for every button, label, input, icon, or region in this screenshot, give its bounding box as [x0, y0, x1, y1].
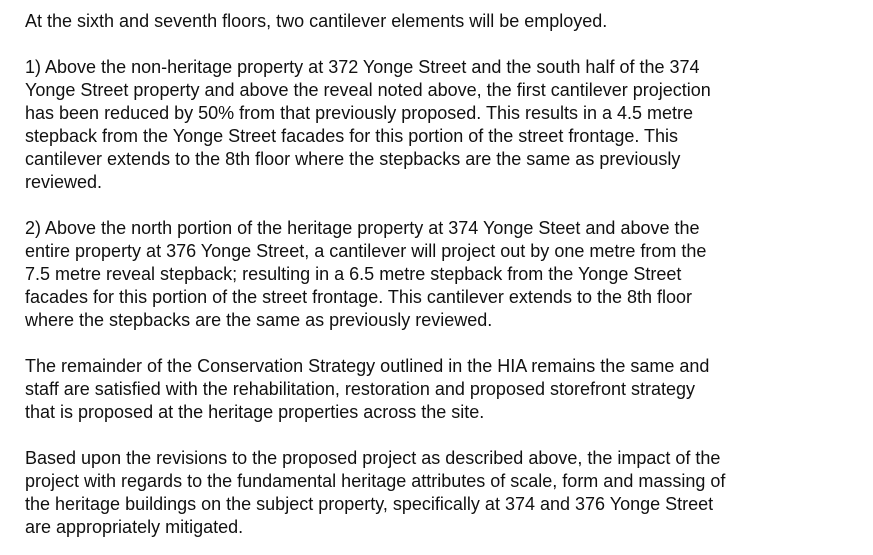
- text-line: 7.5 metre reveal stepback; resulting in a 6.5 metre stepback from the Yonge Street: [25, 264, 682, 284]
- text-line: entire property at 376 Yonge Street, a cantilever will project out by one metre from the: [25, 241, 707, 261]
- text-line: that is proposed at the heritage properties across the site.: [25, 402, 485, 422]
- text-line: 1) Above the non-heritage property at 372 Yonge Street and the south half of the 374: [25, 57, 700, 77]
- text-line: The remainder of the Conservation Strategy outlined in the HIA remains the same and: [25, 356, 710, 376]
- text-line: stepback from the Yonge Street facades for this portion of the street frontage. This: [25, 126, 679, 146]
- paragraph-cantilever-2: [25, 217, 865, 332]
- text-line: reviewed.: [25, 172, 103, 192]
- text-line: the heritage buildings on the subject property, specifically at 374 and 376 Yonge Street: [25, 494, 714, 514]
- paragraph-conclusion: [25, 447, 865, 539]
- text-line: cantilever extends to the 8th floor where the stepbacks are the same as previously: [25, 149, 681, 169]
- paragraph-gap: [25, 332, 865, 355]
- paragraph-gap: [25, 424, 865, 447]
- paragraph-conservation-strategy: [25, 355, 865, 424]
- text-line: project with regards to the fundamental heritage attributes of scale, form and massing of: [25, 471, 726, 491]
- text-line: facades for this portion of the street frontage. This cantilever extends to the 8th floor: [25, 287, 693, 307]
- text-line: has been reduced by 50% from that previously proposed. This results in a 4.5 metre: [25, 103, 694, 123]
- text-line: At the sixth and seventh floors, two cantilever elements will be employed.: [25, 11, 608, 31]
- paragraph-intro: [25, 10, 865, 33]
- document-body: [25, 10, 865, 539]
- text-line: where the stepbacks are the same as previously reviewed.: [25, 310, 493, 330]
- text-line: are appropriately mitigated.: [25, 517, 244, 537]
- text-line: Yonge Street property and above the reveal noted above, the first cantilever projection: [25, 80, 711, 100]
- paragraph-cantilever-1: [25, 56, 865, 194]
- text-line: Based upon the revisions to the proposed project as described above, the impact of the: [25, 448, 721, 468]
- text-line: 2) Above the north portion of the heritage property at 374 Yonge Steet and above the: [25, 218, 700, 238]
- text-line: staff are satisfied with the rehabilitation, restoration and proposed storefront strategy: [25, 379, 696, 399]
- paragraph-gap: [25, 33, 865, 56]
- paragraph-gap: [25, 194, 865, 217]
